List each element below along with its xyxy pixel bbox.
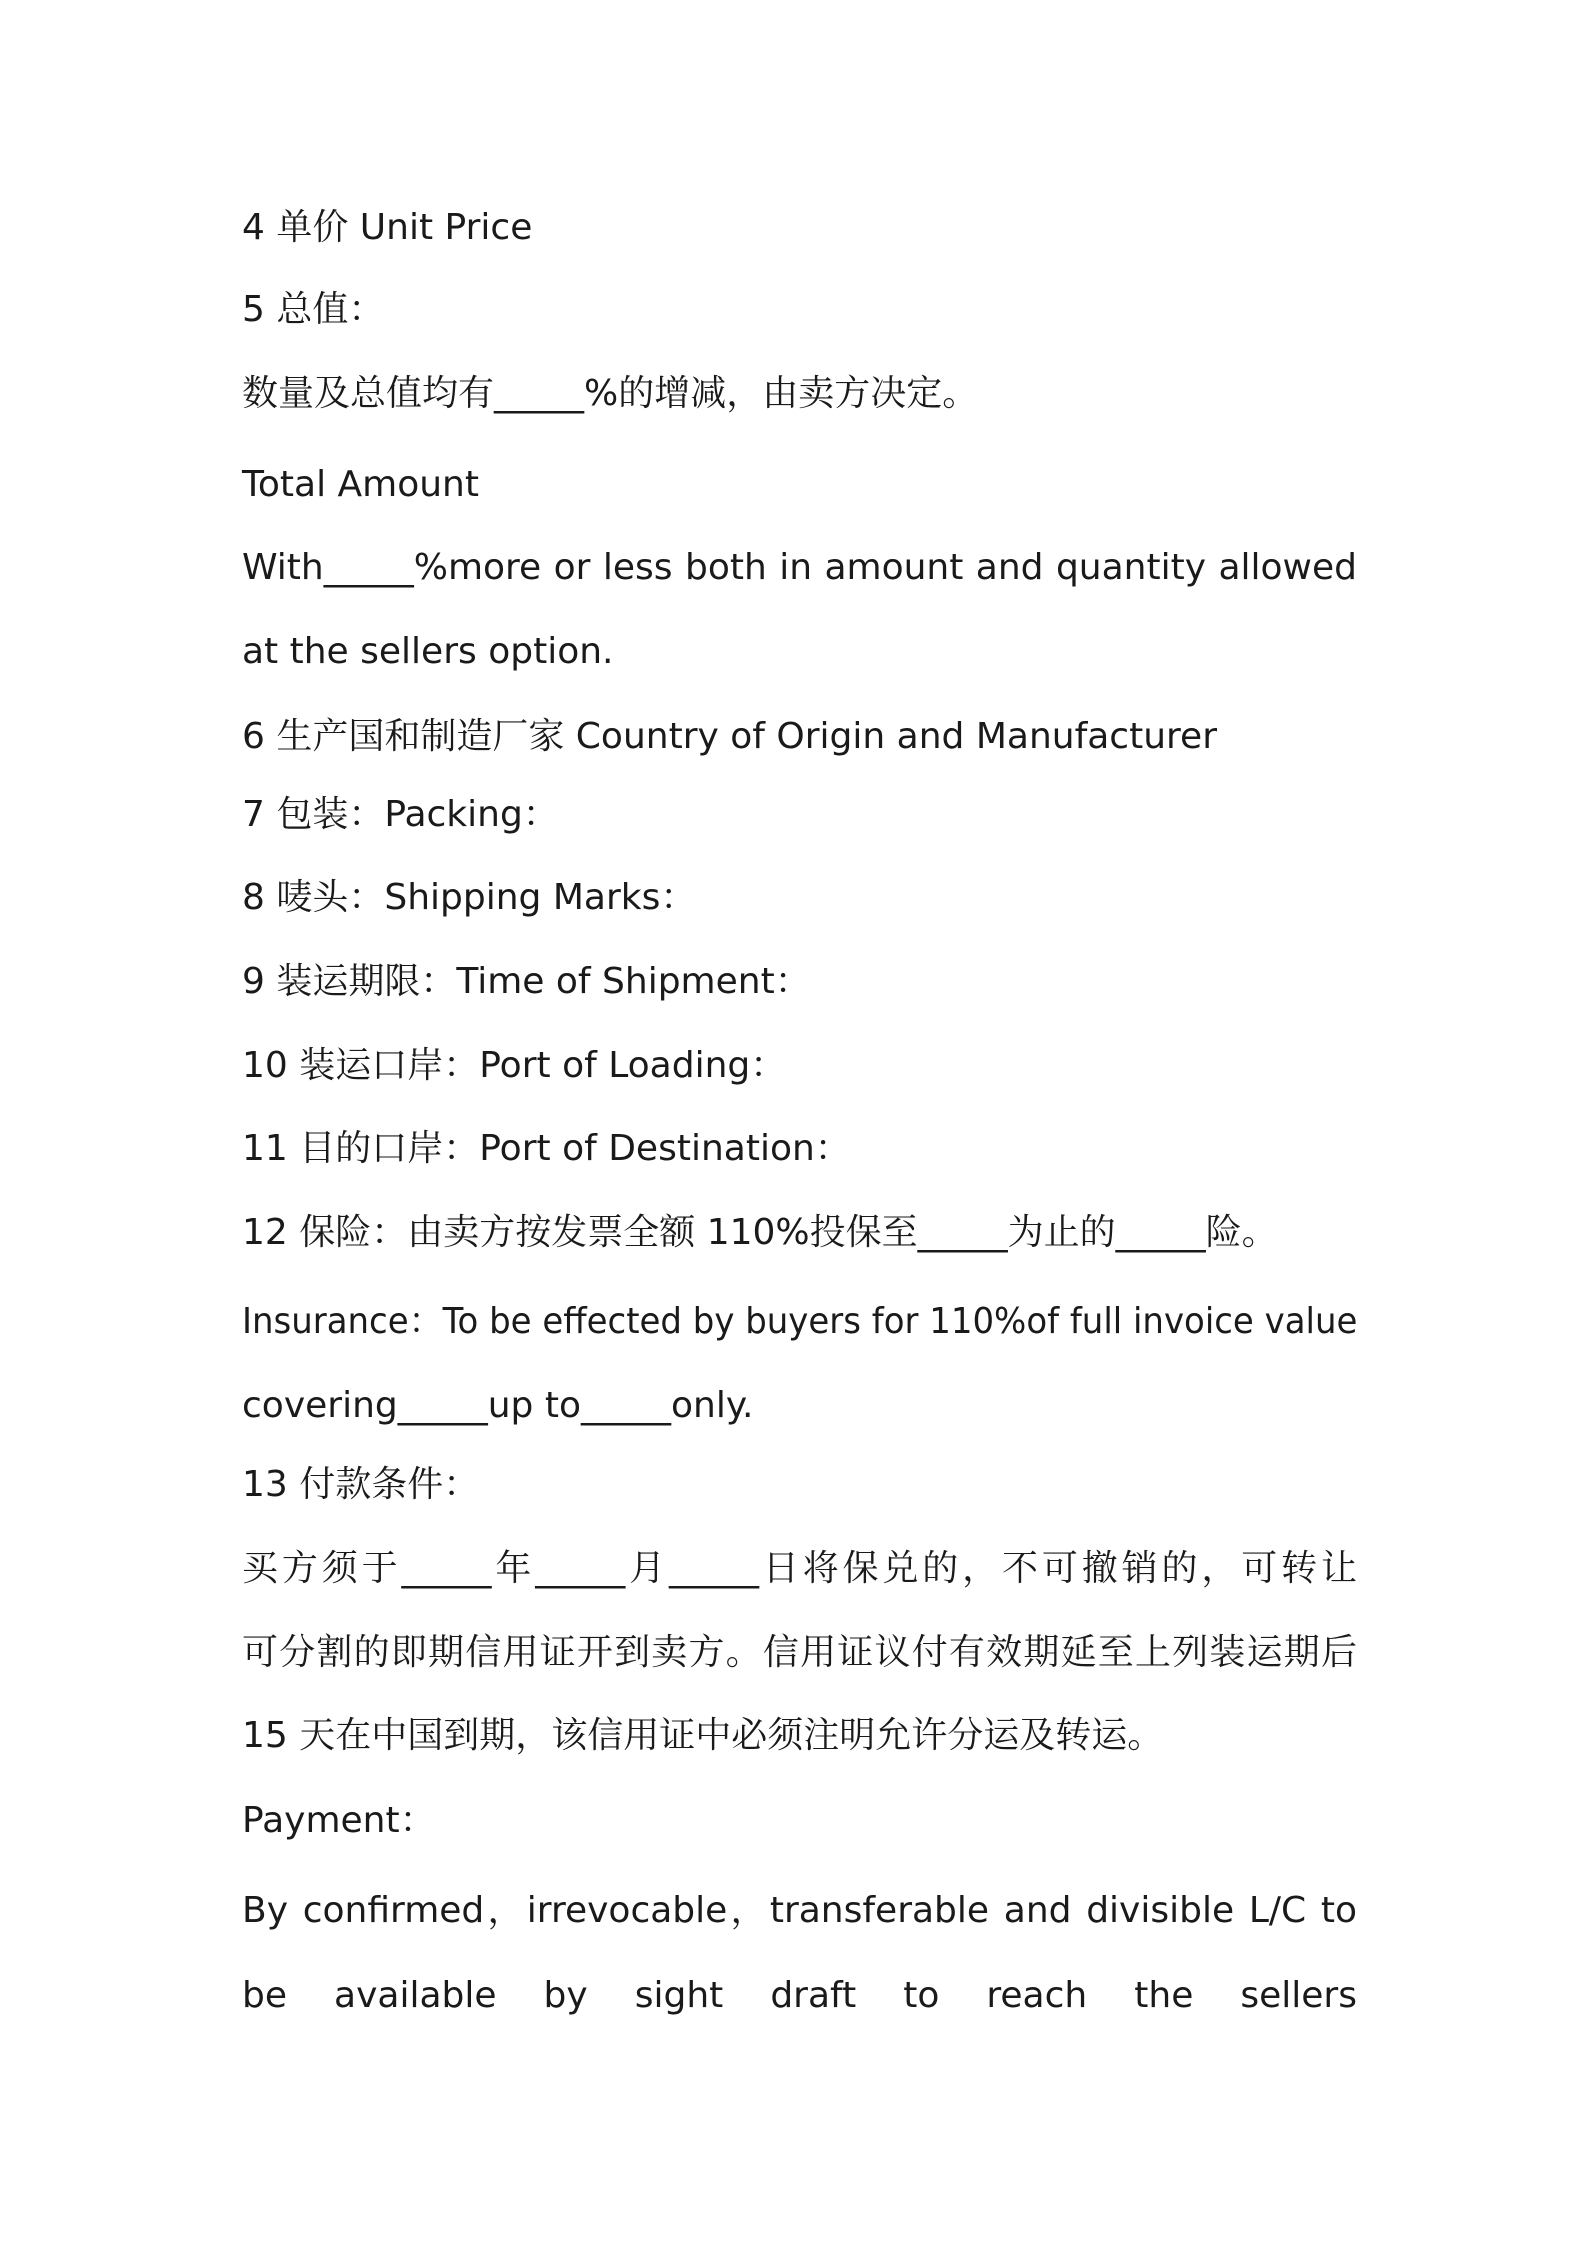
clause-13-payment-en-line-1: By confirmed，irrevocable，transferable and divisible L/C to: [242, 1890, 1357, 1931]
clause-5-total-value-heading: 5 总值：: [242, 289, 385, 330]
clause-13-payment-cn-line-2: 可分割的即期信用证开到卖方。信用证议付有效期延至上列装运期后: [242, 1632, 1357, 1673]
clause-8-shipping-marks: 8 唛头：Shipping Marks：: [242, 877, 697, 918]
clause-13-payment-en-line-2: be available by sight draft to reach the sellers: [242, 1975, 1357, 2016]
clause-9-time-of-shipment: 9 装运期限：Time of Shipment：: [242, 961, 811, 1002]
clause-12-insurance-cn: 12 保险：由卖方按发票全额 110%投保至_____为止的_____险。: [242, 1212, 1278, 1253]
clause-5-total-amount-text-en-line-1: With_____%more or less both in amount and quantity allowed: [242, 547, 1357, 588]
clause-11-port-of-destination: 11 目的口岸：Port of Destination：: [242, 1128, 851, 1169]
clause-13-payment-cn-line-3: 15 天在中国到期，该信用证中必须注明允许分运及转运。: [242, 1715, 1164, 1756]
clause-12-insurance-en-line-2: covering_____up to_____only.: [242, 1385, 754, 1426]
clause-10-port-of-loading: 10 装运口岸：Port of Loading：: [242, 1045, 787, 1086]
clause-5-total-amount-heading-en: Total Amount: [242, 464, 479, 505]
clause-4-unit-price: 4 单价 Unit Price: [242, 207, 533, 248]
clause-5-total-amount-text-en-line-2: at the sellers option.: [242, 631, 614, 672]
clause-13-payment-heading-cn: 13 付款条件：: [242, 1464, 480, 1505]
clause-13-payment-heading-en: Payment：: [242, 1800, 436, 1841]
clause-5-total-value-text-cn: 数量及总值均有_____%的增减，由卖方决定。: [242, 373, 979, 414]
clause-12-insurance-en-line-1: Insurance：To be effected by buyers for 110%of full invoice value: [242, 1301, 1358, 1342]
clause-7-packing: 7 包装：Packing：: [242, 794, 559, 835]
clause-6-country-of-origin: 6 生产国和制造厂家 Country of Origin and Manufacturer: [242, 716, 1217, 757]
clause-13-payment-cn-line-1: 买方须于_____年_____月_____日将保兑的，不可撤销的，可转让: [242, 1548, 1357, 1589]
